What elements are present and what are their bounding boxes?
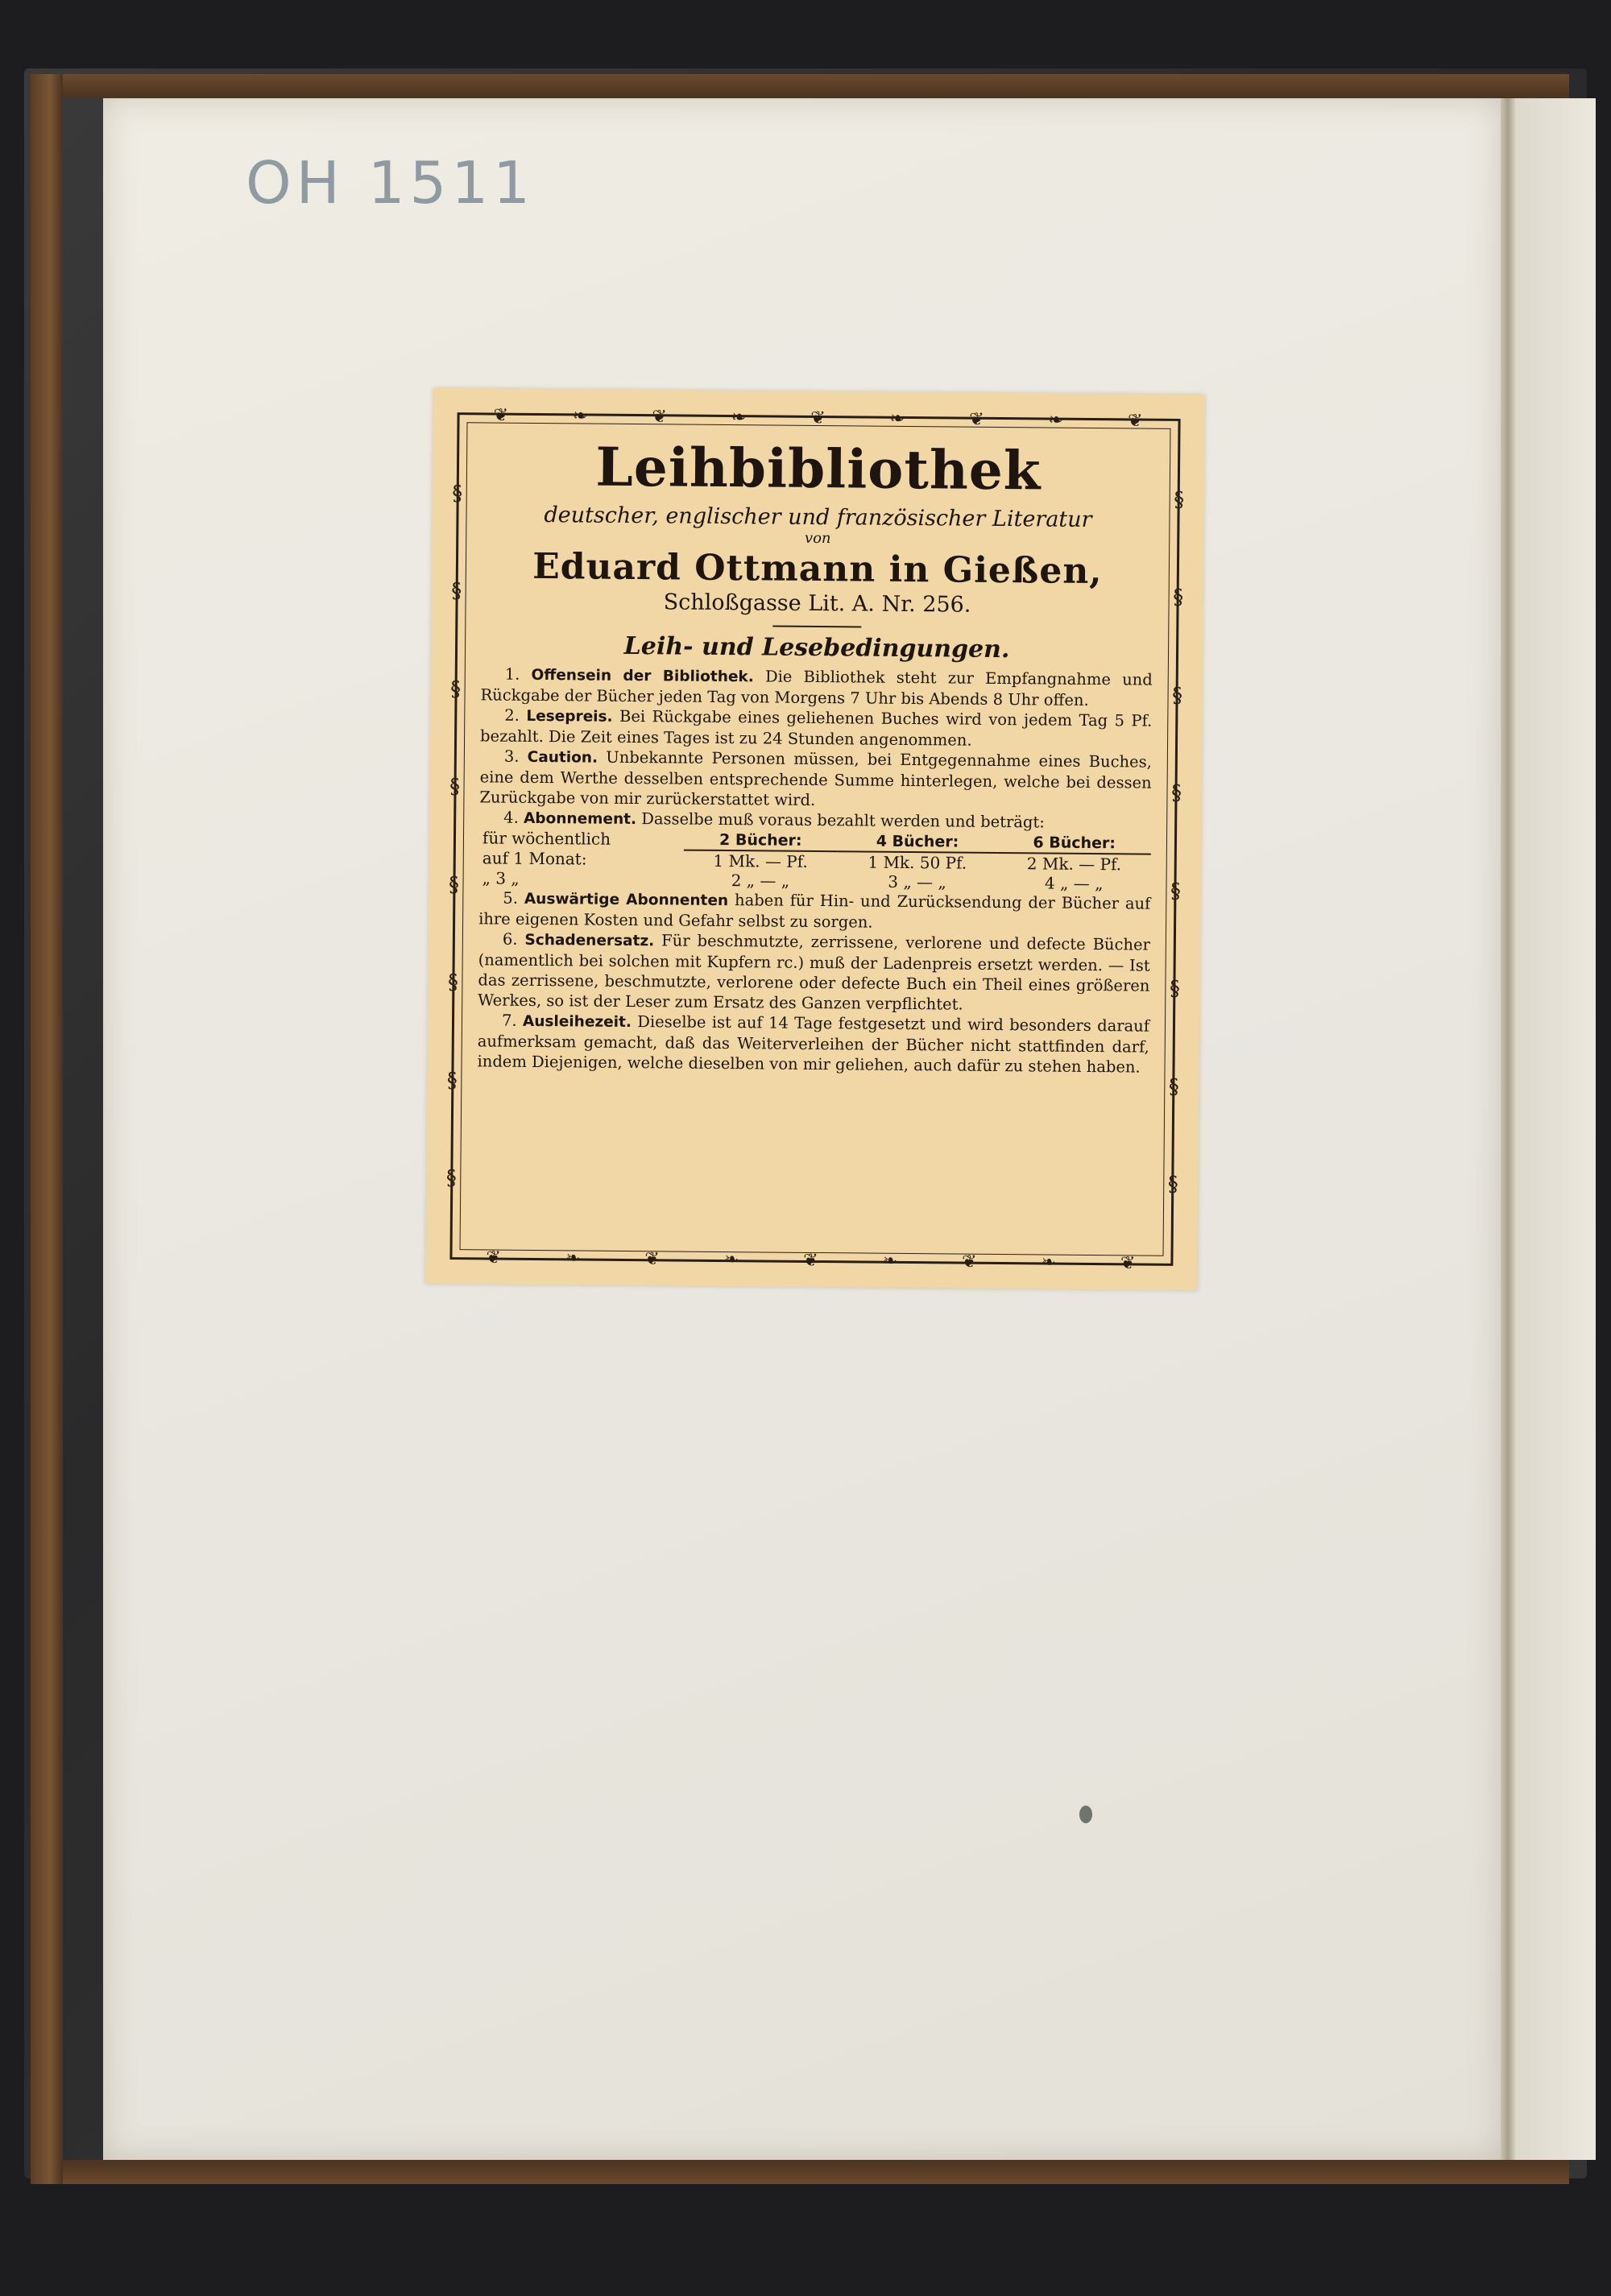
table-cell: 2 „ — „ xyxy=(731,870,790,891)
ornament-border-left: § § § § § § § § xyxy=(445,481,463,1191)
rule-item: 2. Lesepreis. Bei Rückgabe eines geliehenen Buches wird von jedem Tag 5 Pf. bezahlt. Die Zeit eines Tages ist zu 24 Stunden angenommen. xyxy=(480,705,1153,750)
facing-page-edge xyxy=(1515,98,1596,2160)
divider-rule xyxy=(772,625,861,627)
table-cell: 1 Mk. 50 Pf. xyxy=(868,852,967,873)
paper-spot xyxy=(1079,1806,1092,1823)
table-cell: für wöchentlich xyxy=(482,828,611,849)
rule-item: 1. Offensein der Bibliothek. Die Bibliothek steht zur Empfangnahme und Rückgabe der Bücher jeden Tag von Morgens 7 Uhr bis Abends 8 Uhr offen. xyxy=(480,664,1153,709)
library-label xyxy=(425,388,1205,1290)
rule-item: 7. Ausleihezeit. Dieselbe ist auf 14 Tage festgesetzt und wird besonders darauf aufmerksam gemacht, daß das Weiterverleihen der Bücher nicht stattfinden darf, indem Diejenigen, welche dieselben von mir geliehen, auch dafür zu stehen haben. xyxy=(477,1011,1150,1077)
rule-item: 4. Abonnement. Dasselbe muß voraus bezahlt werden und beträgt: xyxy=(503,808,1045,832)
gutter xyxy=(1501,98,1515,2160)
pencil-shelfmark: OH 1511 xyxy=(246,149,535,217)
rule-item: 5. Auswärtige Abonnenten haben für Hin- und Zurücksendung der Bücher auf ihre eigenen Kosten und Gefahr selbst zu sorgen. xyxy=(478,888,1151,932)
table-cell: „ 3 „ xyxy=(482,867,520,888)
label-von: von xyxy=(804,529,831,547)
leather-edge-top xyxy=(31,74,1569,98)
table-cell: auf 1 Monat: xyxy=(482,848,587,869)
table-cell: 1 Mk. — Pf. xyxy=(713,850,808,871)
conditions-text xyxy=(477,664,1152,1077)
rule-item: 3. Caution. Unbekannte Personen müssen, bei Entgegennahme eines Buches, eine dem Werthe desselben entsprechende Summe hinterlegen, welche bei dessen Zurückgabe von mir zurückerstattet wird. xyxy=(479,747,1152,809)
leather-edge-bottom xyxy=(31,2160,1569,2184)
label-owner: Eduard Ottmann in Gießen, xyxy=(532,545,1103,592)
rule-item: 6. Schadenersatz. Für beschmutzte, zerrissene, verlorene und defecte Bücher (namentlich bei solchen mit Kupfern rc.) muß der Ladenpreis ersetzt werden. — Ist das zerrissene, beschmutzte, verlorene oder defecte Buch ein Theil eines größeren Werkes, so ist der Leser zum Ersatz des Ganzen verpflichtet. xyxy=(478,929,1150,1014)
label-subtitle: deutscher, englischer und französischer Literatur xyxy=(544,502,1092,532)
price-table xyxy=(478,828,1151,893)
table-cell: 2 Mk. — Pf. xyxy=(1026,853,1122,874)
table-header: 6 Bücher: xyxy=(997,833,1151,854)
table-cell: 4 „ — „ xyxy=(1044,873,1104,893)
label-address: Schloßgasse Lit. A. Nr. 256. xyxy=(663,589,971,618)
section-title: Leih- und Lesebedingungen. xyxy=(623,631,1010,664)
ornament-border-bottom: ❦ ❧ ❦ ❧ ❦ ❧ ❦ ❧ ❦ xyxy=(486,1247,1137,1274)
ornament-border-top: ❦ ❧ ❦ ❧ ❦ ❧ ❦ ❧ ❦ xyxy=(493,404,1145,432)
table-cell: 3 „ — „ xyxy=(888,871,946,892)
table-header: 2 Bücher: xyxy=(684,829,838,851)
label-title: Leihbibliothek xyxy=(595,435,1042,503)
leather-edge-left xyxy=(31,74,63,2184)
ornament-border-right: § § § § § § § § xyxy=(1167,487,1185,1198)
table-header: 4 Bücher: xyxy=(837,831,997,853)
label-content xyxy=(476,436,1155,1241)
